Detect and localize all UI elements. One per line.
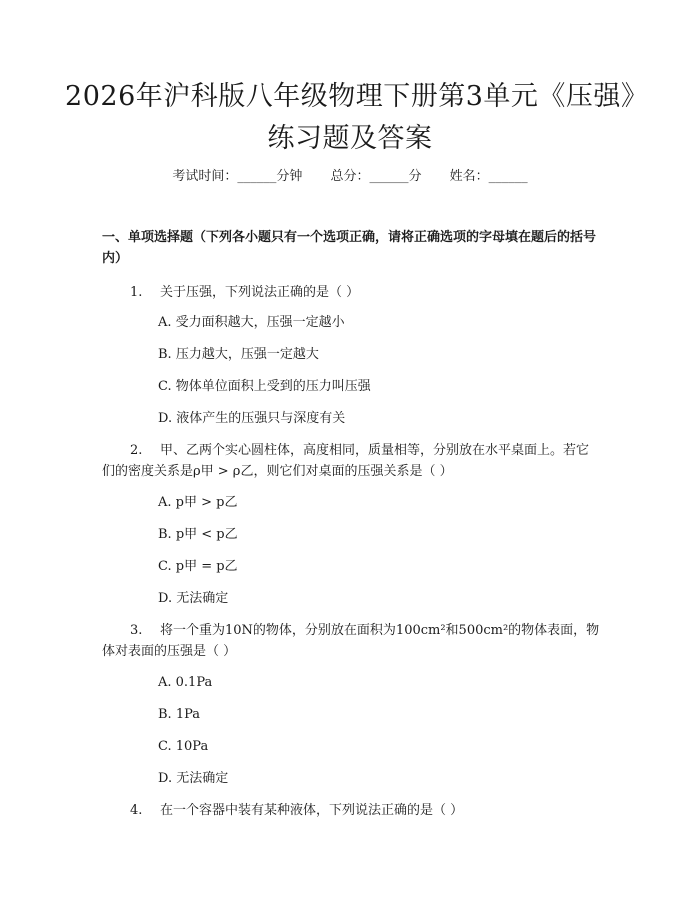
student-name-field: 姓名：______ (449, 169, 528, 184)
question-3-option-d: D. 无法确定 (158, 771, 229, 786)
question-text: 在一个容器中装有某种液体，下列说法正确的是（ ） (160, 803, 464, 818)
question-text: 甲、乙两个实心圆柱体，高度相同，质量相等，分别放在水平桌面上。若它们的密度关系是ρ甲 > ρ乙，则它们对桌面的压强关系是（ ） (102, 443, 590, 479)
question-text: 关于压强，下列说法正确的是（ ） (160, 285, 360, 300)
question-number: 3. (130, 623, 143, 638)
question-number: 1. (130, 285, 143, 300)
question-1-stem (102, 282, 600, 303)
question-3-option-a: A. 0.1Pa (158, 675, 213, 690)
question-3-option-b: B. 1Pa (158, 707, 201, 722)
question-text: 将一个重为10N的物体，分别放在面积为100cm²和500cm²的物体表面，物体对表面的压强是（ ） (102, 623, 600, 659)
document-title: 2026年沪科版八年级物理下册第3单元《压强》练习题及答案 (65, 81, 635, 154)
exam-time-field: 考试时间：______分钟 (172, 169, 303, 184)
question-2-option-c: C. p甲 = p乙 (158, 559, 238, 574)
question-1-option-a: A. 受力面积越大，压强一定越小 (158, 315, 345, 330)
question-1-option-b: B. 压力越大，压强一定越大 (158, 347, 319, 362)
question-2-stem (102, 440, 600, 482)
question-number: 2. (130, 443, 143, 458)
question-2-option-d: D. 无法确定 (158, 591, 229, 606)
total-score-field: 总分：______分 (330, 169, 422, 184)
question-number: 4. (130, 803, 143, 818)
question-3-stem (102, 620, 600, 662)
exam-meta-line (0, 168, 700, 186)
question-2-option-b: B. p甲 < p乙 (158, 527, 238, 542)
question-1-option-c: C. 物体单位面积上受到的压力叫压强 (158, 379, 371, 394)
question-3-option-c: C. 10Pa (158, 739, 209, 754)
question-1-option-d: D. 液体产生的压强只与深度有关 (158, 411, 346, 426)
question-2-option-a: A. p甲 > p乙 (158, 495, 238, 510)
section-heading: 一、单项选择题（下列各小题只有一个选项正确，请将正确选项的字母填在题后的括号内） (102, 230, 597, 266)
question-4-stem (102, 800, 600, 821)
